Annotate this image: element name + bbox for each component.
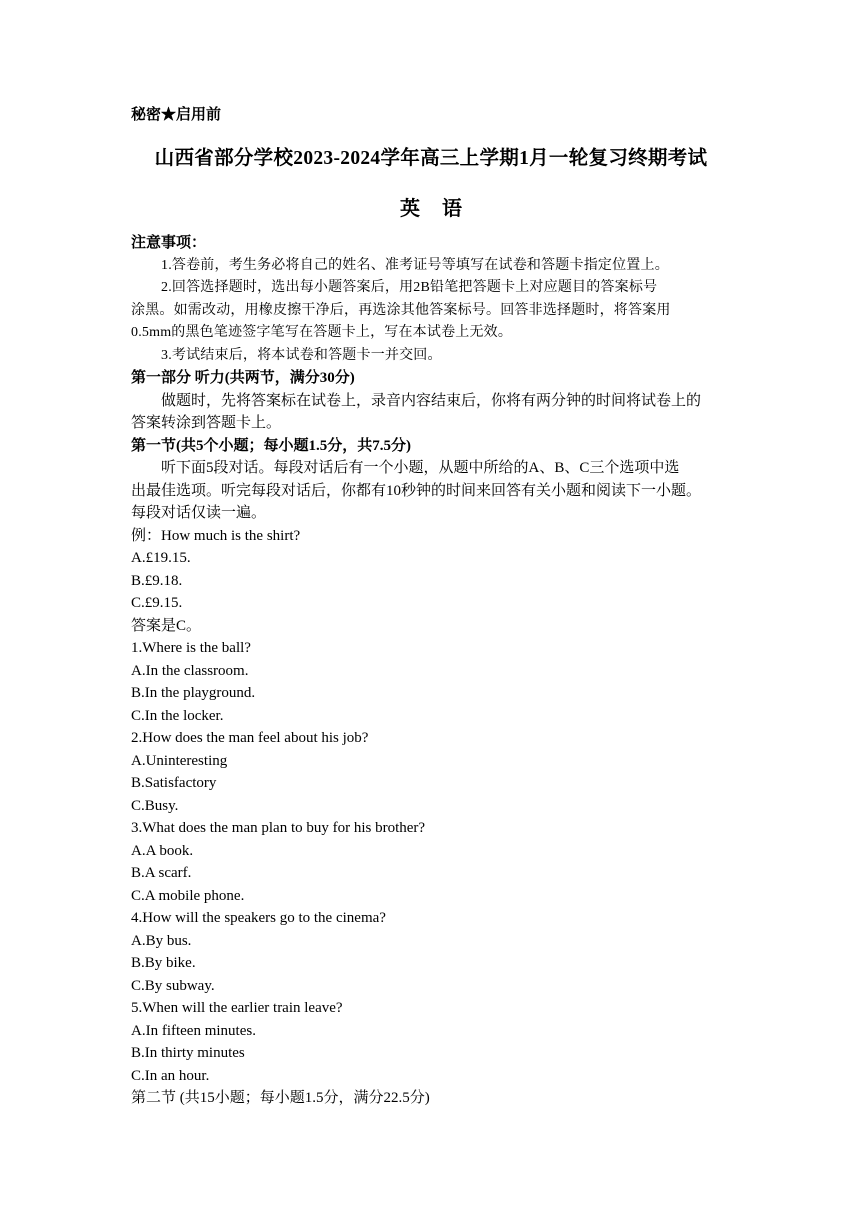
question-5: 5.When will the earlier train leave? xyxy=(131,1000,343,1016)
notice-item-1: 1.答卷前，考生务必将自己的姓名、准考证号等填写在试卷和答题卡指定位置上。 xyxy=(161,257,669,273)
question-2-option-c: C.Busy. xyxy=(131,797,179,814)
section1-intro-line2: 出最佳选项。听完每段对话后，你都有10秒钟的时间来回答有关小题和阅读下一小题。 xyxy=(131,482,702,499)
part1-intro-line2: 答案转涂到答题卡上。 xyxy=(131,415,282,431)
question-4-option-c: C.By subway. xyxy=(131,977,215,994)
notice-heading: 注意事项： xyxy=(131,235,207,251)
example-option-b: B.£9.18. xyxy=(131,572,183,589)
example-option-c: C.£9.15. xyxy=(131,595,183,611)
question-1-option-b: B.In the playground. xyxy=(131,685,256,701)
example-option-a: A.£19.15. xyxy=(131,550,191,566)
question-1-option-a: A.In the classroom. xyxy=(131,662,249,679)
confidential-label: 秘密★启用前 xyxy=(131,107,222,123)
section1-heading: 第一节(共5个小题；每小题1.5分，共7.5分) xyxy=(131,437,411,454)
question-3-option-a: A.A book. xyxy=(131,842,194,859)
exam-title: 山西省部分学校2023-2024学年高三上学期1月一轮复习终期考试 xyxy=(154,148,708,169)
question-4: 4.How will the speakers go to the cinema? xyxy=(131,910,386,926)
notice-item-2: 2.回答选择题时，选出每小题答案后，用2B铅笔把答题卡上对应题目的答案标号 xyxy=(161,280,658,295)
question-2: 2.How does the man feel about his job? xyxy=(131,730,369,746)
notice-item-2-cont: 涂黑。如需改动，用橡皮擦干净后，再选涂其他答案标号。回答非选择题时，将答案用 xyxy=(131,302,671,318)
question-3-option-c: C.A mobile phone. xyxy=(131,887,245,904)
exam-page xyxy=(131,96,731,1110)
section1-intro-line3: 每段对话仅读一遍。 xyxy=(131,505,267,521)
example-answer: 答案是C。 xyxy=(131,617,202,634)
question-5-option-b: B.In thirty minutes xyxy=(131,1045,245,1061)
question-1: 1.Where is the ball? xyxy=(131,640,251,656)
question-5-option-c: C.In an hour. xyxy=(131,1067,210,1084)
notice-item-2-cont2: 0.5mm的黑色笔迹签字笔写在答题卡上，写在本试卷上无效。 xyxy=(131,325,513,340)
question-4-option-a: A.By bus. xyxy=(131,932,192,949)
question-1-option-c: C.In the locker. xyxy=(131,707,224,724)
question-2-option-b: B.Satisfactory xyxy=(131,775,217,791)
question-2-option-a: A.Uninteresting xyxy=(131,752,228,769)
part1-intro-line1: 做题时，先将答案标在试卷上，录音内容结束后，你将有两分钟的时间将试卷上的 xyxy=(161,392,702,409)
question-4-option-b: B.By bike. xyxy=(131,955,196,971)
question-5-option-a: A.In fifteen minutes. xyxy=(131,1022,256,1039)
example-question: 例：How much is the shirt? xyxy=(131,527,301,544)
question-3: 3.What does the man plan to buy for his brother? xyxy=(131,820,426,836)
question-3-option-b: B.A scarf. xyxy=(131,865,192,881)
part1-heading: 第一部分 听力(共两节，满分30分) xyxy=(131,370,355,386)
subject-title: 英语 xyxy=(400,198,484,220)
section1-intro-line1: 听下面5段对话。每段对话后有一个小题，从题中所给的A、B、C三个选项中选 xyxy=(161,460,680,476)
notice-item-3: 3.考试结束后，将本试卷和答题卡一并交回。 xyxy=(161,347,442,363)
section2-heading: 第二节 (共15小题；每小题1.5分，满分22.5分) xyxy=(131,1090,430,1106)
